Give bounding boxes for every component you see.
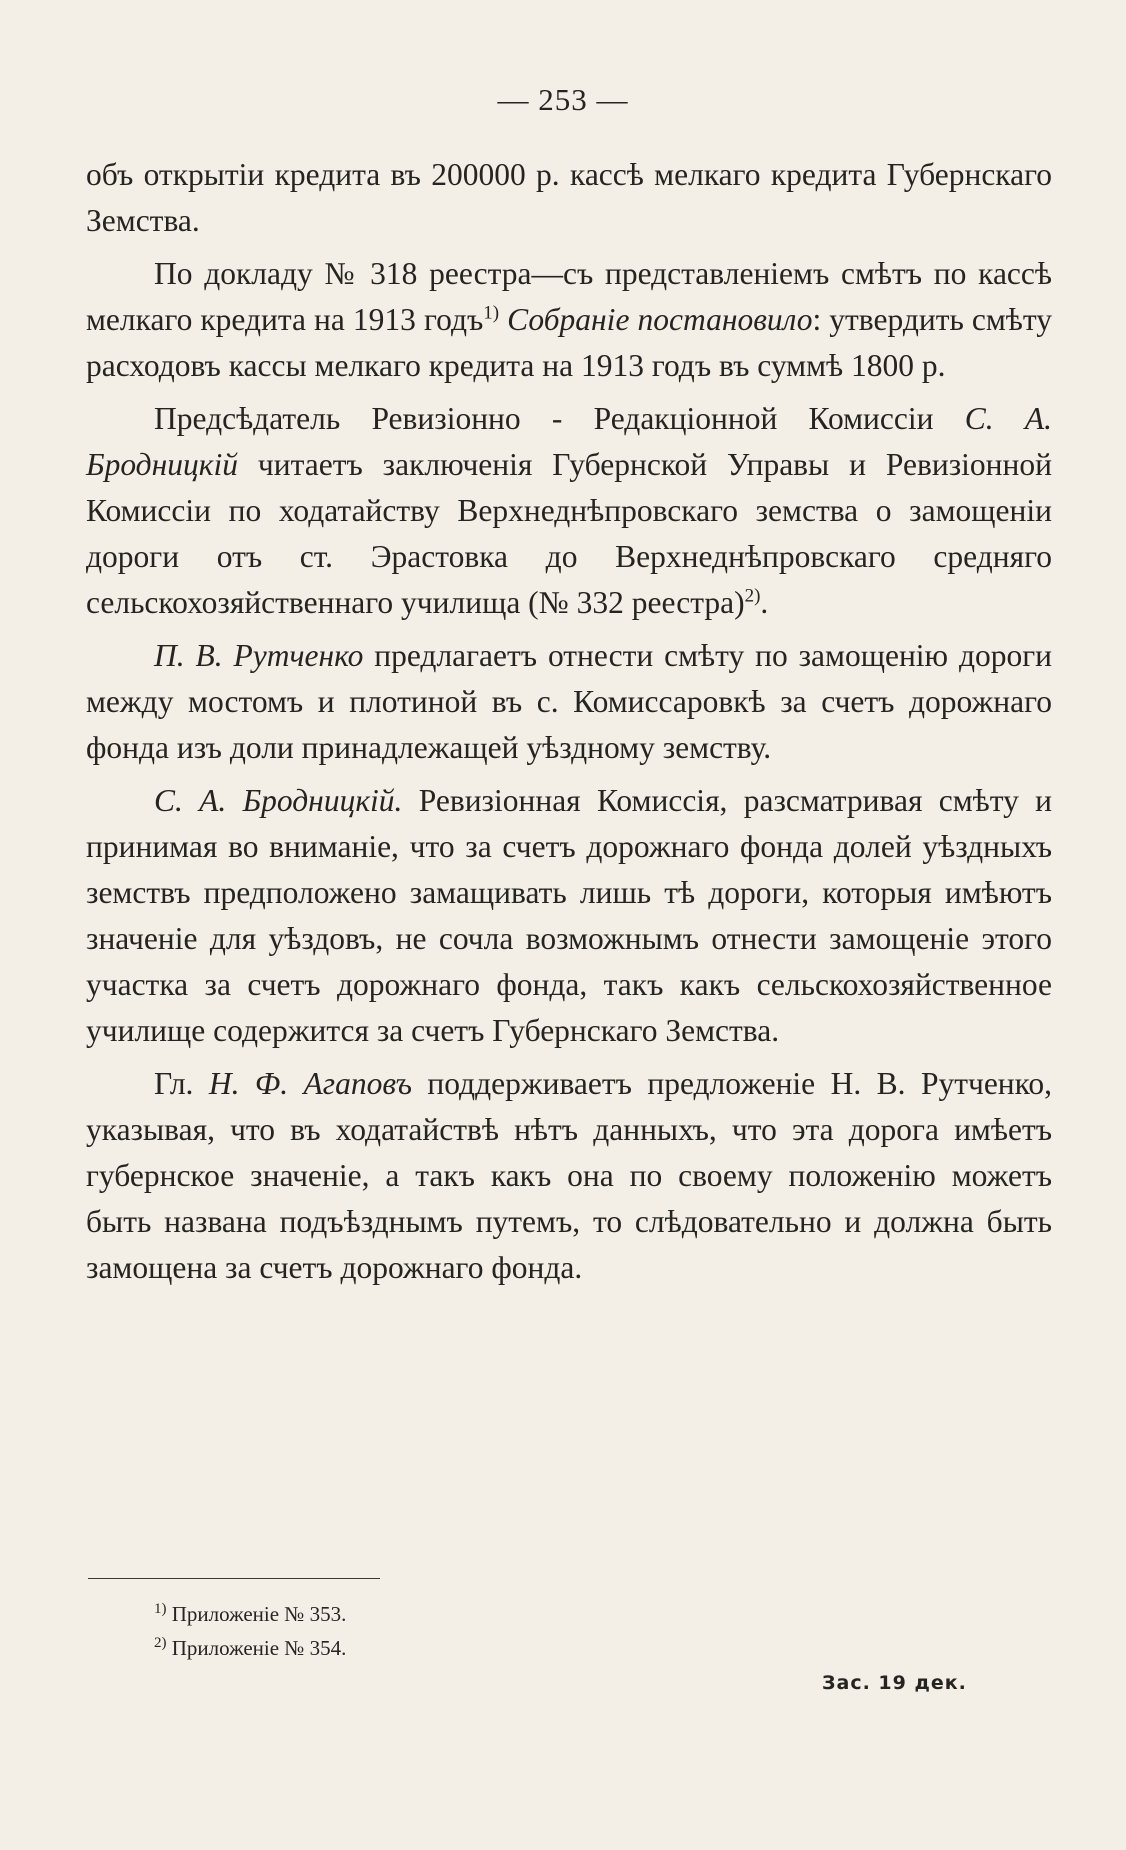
footnote-2 xyxy=(154,1631,754,1665)
paragraph-text: Ревизіонная Комиссія, разсматривая смѣту и принимая во вниманіе, что за счетъ дорожнаго фонда долей уѣздныхъ земствъ предположено замащивать лишь тѣ дороги, которыя имѣютъ значеніе для уѣздовъ, не сочла возможнымъ отнести замощеніе этого участка за счетъ дорожнаго фонда, такъ какъ сельскохозяйственное училище содержится за счетъ Губернскаго Земства. xyxy=(86,783,1053,1048)
speaker-name: С. А. Бродницкій. xyxy=(154,783,403,818)
footnote-text: Приложеніе № 354. xyxy=(166,1636,347,1660)
paragraph-2 xyxy=(86,251,1052,389)
paragraph-1 xyxy=(86,152,1052,244)
paragraph-text: объ открытіи кредита въ 200000 р. кассѣ мелкаго кредита Губернскаго Земства. xyxy=(86,157,1052,238)
footnote-mark: 2) xyxy=(154,1635,167,1651)
paragraph-text: читаетъ заключенія Губернской Управы и Ревизіонной Комиссіи по ходатайству Верхнеднѣпровскаго земства о замощеніи дороги отъ ст. Эрастовка до Верхнеднѣпровскаго средняго сельскохозяйственнаго училища (№ 332 реестра) xyxy=(86,447,1052,620)
footnote-ref-2: 2) xyxy=(744,585,761,607)
period: . xyxy=(760,585,769,620)
paragraph-text: Гл. xyxy=(154,1066,209,1101)
resolution-phrase: Собраніе постановило xyxy=(507,302,813,337)
speaker-name: П. В. Рутченко xyxy=(154,638,364,673)
paragraph-text: поддерживаетъ предложеніе Н. В. Рутченко, указывая, что въ ходатайствѣ нѣтъ данныхъ, что эта дорога имѣетъ губернское значеніе, а такъ какъ она по своему положенію можетъ быть названа подъѣзднымъ путемъ, то слѣдовательно и должна быть замощена за счетъ дорожнаго фонда. xyxy=(86,1066,1052,1285)
paragraph-text: предлагаетъ отнести смѣту по замощенію дороги между мостомъ и плотиной въ с. Комиссаровкѣ за счетъ дорожнаго фонда изъ доли принадлежащей уѣздному земству. xyxy=(86,638,1052,765)
session-mark: Зас. 19 дек. xyxy=(822,1672,967,1694)
page-number: — 253 — xyxy=(497,82,629,117)
footnote-mark: 1) xyxy=(154,1601,167,1617)
paragraph-3 xyxy=(86,396,1052,626)
paragraph-text: : утвердить смѣту расходовъ кассы мелкаго кредита на 1913 годъ въ суммѣ 1800 р. xyxy=(86,302,1052,383)
space xyxy=(499,302,507,337)
speaker-name: С. А. Бродницкій xyxy=(86,401,1052,482)
speaker-name: Н. Ф. Агаповъ xyxy=(208,1066,412,1101)
footnote-ref-1: 1) xyxy=(483,302,500,324)
footnote-1 xyxy=(154,1597,754,1631)
paragraph-4 xyxy=(86,633,1052,771)
footnote-text: Приложеніе № 353. xyxy=(166,1602,347,1626)
footnote-divider xyxy=(88,1578,380,1579)
body-text xyxy=(86,152,1052,1298)
footnotes xyxy=(154,1597,754,1665)
paragraph-text: Предсѣдатель Ревизіонно - Редакціонной Комиссіи xyxy=(154,401,965,436)
paragraph-6 xyxy=(86,1061,1052,1291)
paragraph-text: По докладу № 318 реестра—съ представленіемъ смѣтъ по кассѣ мелкаго кредита на 1913 годъ xyxy=(86,256,1052,337)
paragraph-5 xyxy=(86,778,1052,1054)
